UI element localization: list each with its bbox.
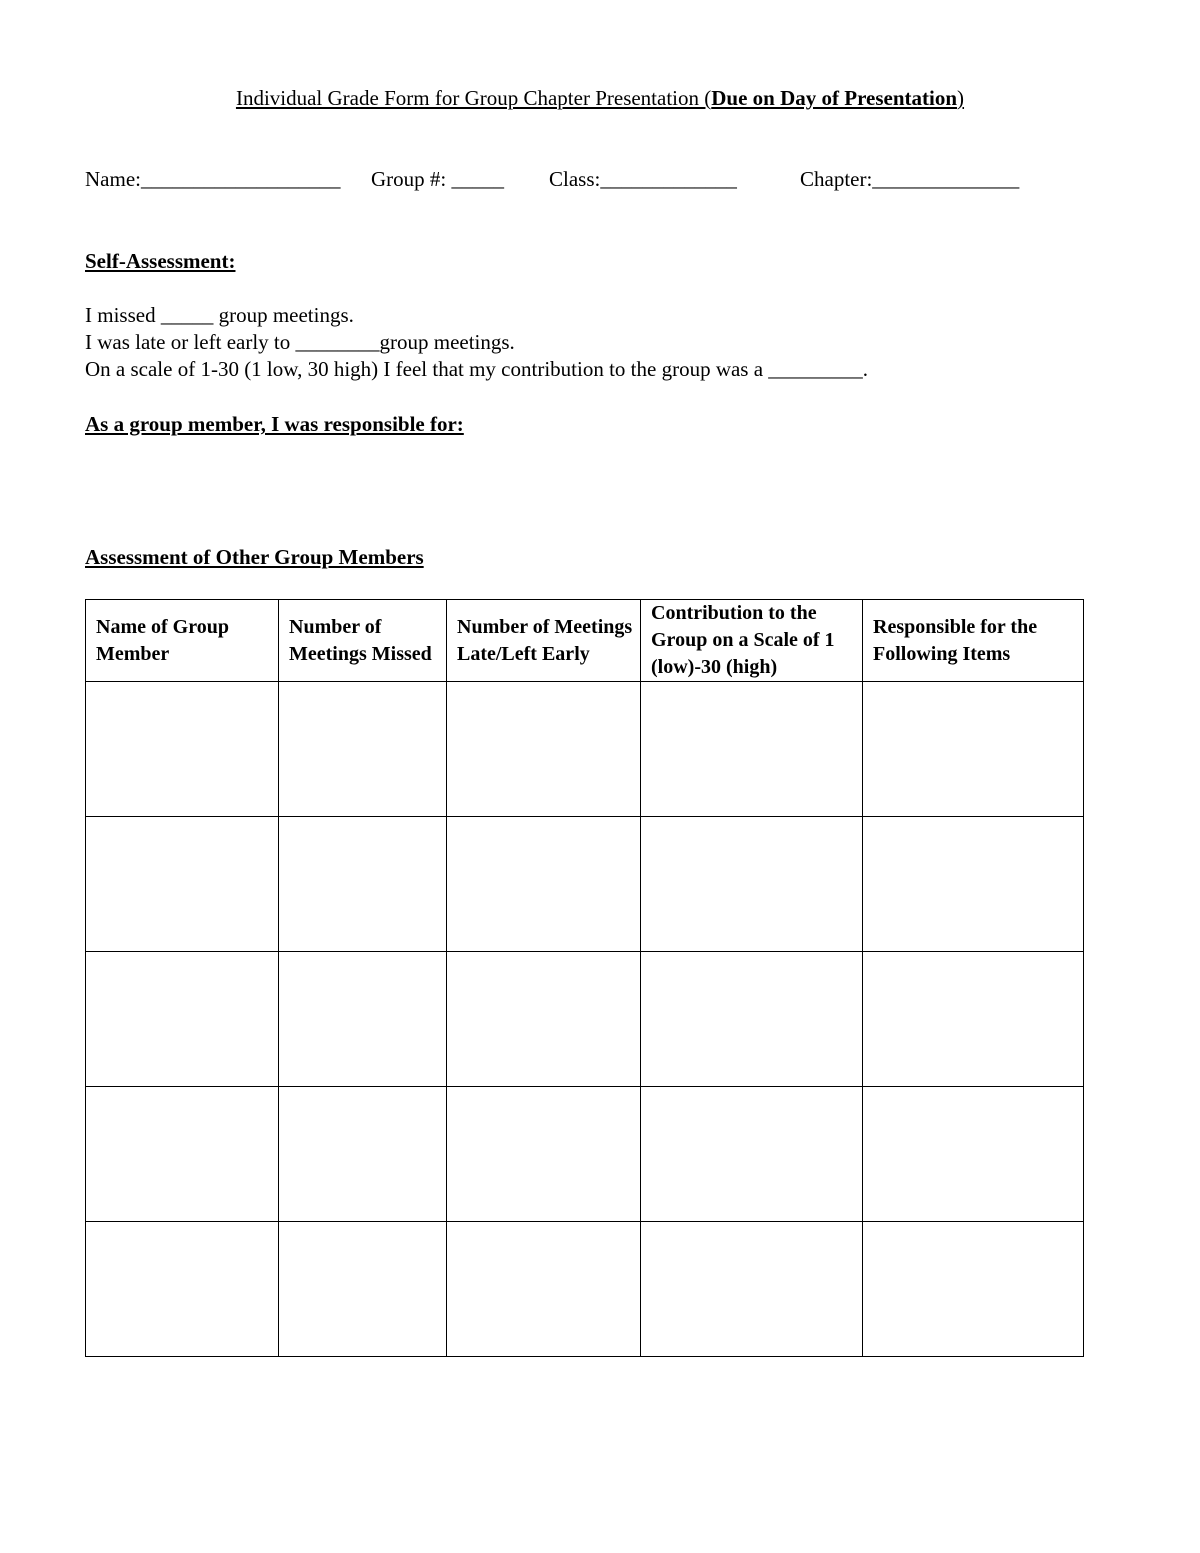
responsible-items-cell[interactable]: [863, 1222, 1084, 1357]
member-name-cell[interactable]: [86, 1087, 279, 1222]
member-name-cell[interactable]: [86, 682, 279, 817]
late-left-early-cell[interactable]: [447, 682, 641, 817]
title-due-note: Due on Day of Presentation: [711, 86, 958, 110]
late-left-early-cell[interactable]: [447, 817, 641, 952]
responsible-items-cell[interactable]: [863, 817, 1084, 952]
responsible-items-cell[interactable]: [863, 1087, 1084, 1222]
title-prefix: Individual Grade Form for Group Chapter Presentation (: [235, 86, 712, 110]
title-suffix: ): [957, 86, 965, 110]
col-header-contribution: Contribution to the Group on a Scale of 1 (low)-30 (high): [641, 600, 863, 682]
col-header-late-left-early: Number of Meetings Late/Left Early: [447, 600, 641, 682]
chapter-field[interactable]: Chapter:______________: [800, 167, 1020, 191]
table-header-row: [86, 600, 1084, 682]
table-row: [86, 1222, 1084, 1357]
responsible-heading: As a group member, I was responsible for:: [85, 412, 464, 436]
group-members-table: [85, 599, 1084, 1357]
contribution-cell[interactable]: [641, 1222, 863, 1357]
member-name-cell[interactable]: [86, 952, 279, 1087]
table-row: [86, 952, 1084, 1087]
meetings-missed-cell[interactable]: [279, 952, 447, 1087]
member-name-cell[interactable]: [86, 1222, 279, 1357]
other-members-heading: Assessment of Other Group Members: [85, 545, 424, 569]
table-row: [86, 1087, 1084, 1222]
class-field[interactable]: Class:_____________: [549, 167, 737, 191]
form-title: [0, 86, 1200, 111]
meetings-missed-cell[interactable]: [279, 682, 447, 817]
responsible-items-cell[interactable]: [863, 952, 1084, 1087]
late-left-early-cell[interactable]: [447, 1222, 641, 1357]
contribution-cell[interactable]: [641, 817, 863, 952]
col-header-responsible-items: Responsible for the Following Items: [863, 600, 1084, 682]
group-number-field[interactable]: Group #: _____: [371, 167, 504, 191]
contribution-scale-line[interactable]: On a scale of 1-30 (1 low, 30 high) I feel that my contribution to the group was a _________.: [85, 357, 869, 381]
contribution-cell[interactable]: [641, 682, 863, 817]
meetings-missed-cell[interactable]: [279, 817, 447, 952]
meetings-missed-cell[interactable]: [279, 1222, 447, 1357]
late-left-early-cell[interactable]: [447, 952, 641, 1087]
late-left-early-cell[interactable]: [447, 1087, 641, 1222]
missed-meetings-line[interactable]: I missed _____ group meetings.: [85, 303, 354, 327]
responsible-items-cell[interactable]: [863, 682, 1084, 817]
contribution-cell[interactable]: [641, 1087, 863, 1222]
member-name-cell[interactable]: [86, 817, 279, 952]
late-meetings-line[interactable]: I was late or left early to ________group meetings.: [85, 330, 515, 354]
table-row: [86, 682, 1084, 817]
name-field[interactable]: Name:___________________: [85, 167, 341, 191]
table-row: [86, 817, 1084, 952]
col-header-member-name: Name of Group Member: [86, 600, 279, 682]
self-assessment-heading: Self-Assessment:: [85, 249, 236, 273]
meetings-missed-cell[interactable]: [279, 1087, 447, 1222]
col-header-meetings-missed: Number of Meetings Missed: [279, 600, 447, 682]
contribution-cell[interactable]: [641, 952, 863, 1087]
